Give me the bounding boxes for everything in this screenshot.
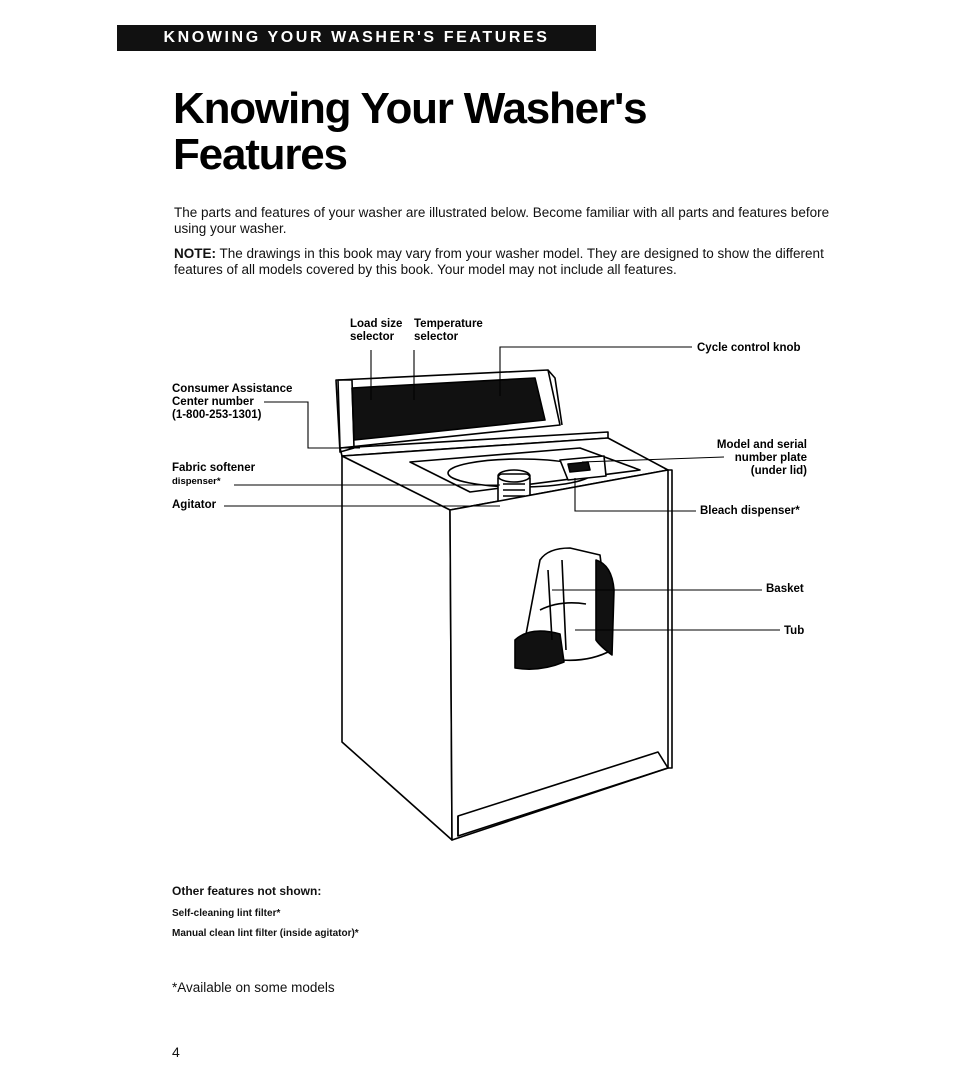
label-tub: Tub [784,625,805,637]
intro-paragraph: The parts and features of your washer are illustrated below. Become familiar with all parts and features before using your washer. [174,205,830,236]
other-feature-item: Manual clean lint filter (inside agitator)* [172,928,359,939]
note-text: The drawings in this book may vary from your washer model. They are designed to show the different features of all models covered by this book. Your model may not include all features. [174,246,824,277]
page-title-line2: Features [173,130,347,179]
page-title-line1: Knowing Your Washer's [173,84,647,133]
other-features-title: Other features not shown: [172,884,322,898]
note-label: NOTE: [174,246,216,261]
label-temperature-selector: Temperature selector [414,318,483,343]
label-load-size-selector: Load size selector [350,318,403,343]
label-consumer-assistance: Consumer Assistance Center number (1-800-253-1301) [172,383,293,421]
label-basket: Basket [766,583,804,595]
label-agitator: Agitator [172,499,217,511]
label-bleach-dispenser: Bleach dispenser* [700,505,800,517]
label-cycle-control-knob: Cycle control knob [697,342,801,354]
footnote: *Available on some models [172,980,335,995]
label-fabric-softener: Fabric softener dispenser* [172,462,256,487]
label-model-serial-plate: Model and serial number plate (under lid) [716,439,807,477]
other-feature-item: Self-cleaning lint filter* [172,908,281,919]
section-header-bar: KNOWING YOUR WASHER'S FEATURES [117,25,596,51]
page-number: 4 [172,1044,180,1060]
